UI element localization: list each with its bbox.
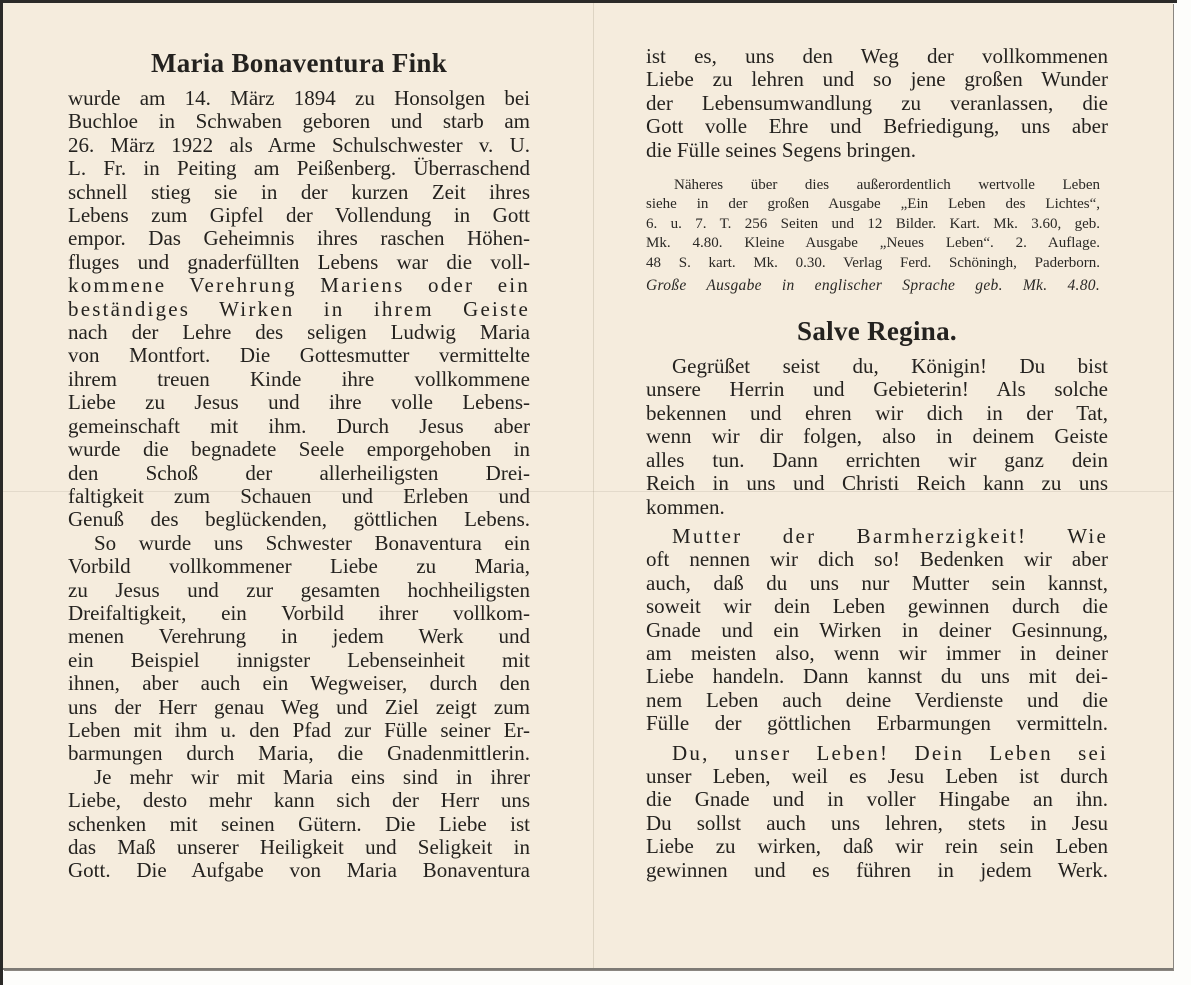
text-line: Gegrüßet seist du, Königin! Du bist (672, 355, 1108, 379)
text-line: bekennen und ehren wir dich in der Tat, (646, 401, 1108, 425)
note-line: Mk. 4.80. Kleine Ausgabe „Neues Leben“. 2. Auflage. (646, 235, 1100, 252)
text-line: Liebe zu wirken, daß wir rein sein Leben (646, 835, 1108, 859)
text-line: ein Beispiel innigster Lebenseinheit mit (68, 648, 530, 672)
biography-paragraph-1 (68, 87, 530, 532)
text-line: nach der Lehre des seligen Ludwig Maria (68, 321, 530, 345)
text-line: ihnen, aber auch ein Wegweiser, durch den (68, 672, 530, 696)
text-line: der Lebensumwandlung zu veranlassen, die (646, 91, 1108, 115)
text-line: von Montfort. Die Gottesmutter vermittelte (68, 344, 530, 368)
text-line: wurde am 14. März 1894 zu Honsolgen bei (68, 87, 530, 110)
text-line: unsere Herrin und Gebieterin! Als solche (646, 378, 1108, 402)
left-page (68, 3, 530, 883)
text-line: wurde die begnadete Seele emporgehoben in (68, 438, 530, 462)
text-line: kommene Verehrung Mariens oder ein (68, 274, 530, 298)
text-line: Lebens zum Gipfel der Vollendung in Gott (68, 204, 530, 228)
text-line: Mutter der Barmherzigkeit! Wie (672, 524, 1108, 548)
prayer-paragraph-1 (646, 355, 1108, 519)
prayer-paragraph-3 (646, 742, 1108, 882)
note-line: 6. u. 7. T. 256 Seiten und 12 Bilder. Kart. Mk. 3.60, geb. (646, 215, 1100, 232)
text-line: ist es, uns den Weg der vollkommenen (646, 45, 1108, 68)
english-edition-note: Große Ausgabe in englischer Sprache geb. Mk. 4.80. (646, 277, 1100, 295)
text-line: Genuß des beglückenden, göttlichen Lebens. (68, 508, 530, 532)
center-fold (593, 3, 594, 970)
text-line: alles tun. Dann errichten wir ganz dein (646, 448, 1108, 472)
text-line: Du, unser Leben! Dein Leben sei (672, 741, 1108, 765)
note-line: siehe in der großen Ausgabe „Ein Leben des Lichtes“, (646, 196, 1100, 213)
text-line: beständiges Wirken in ihrem Geiste (68, 297, 530, 321)
text-line: das Maß unserer Heiligkeit und Seligkeit in (68, 836, 530, 859)
text-line: kommen. (646, 495, 725, 519)
text-line: nem Leben auch deine Verdienste und die (646, 688, 1108, 712)
biography-paragraph-2 (68, 532, 530, 766)
text-line: Buchloe in Schwaben geboren und starb am (68, 110, 530, 134)
text-line: 26. März 1922 als Arme Schulschwester v. U. (68, 133, 530, 157)
text-line: schenken mit seinen Gütern. Die Liebe ist (68, 812, 530, 836)
text-line: Je mehr wir mit Maria eins sind in ihrer (94, 765, 530, 789)
text-line: gewinnen und es führen in jedem Werk. (646, 858, 1108, 882)
text-line: empor. Das Geheimnis ihres raschen Höhen- (68, 227, 530, 251)
text-line: Vorbild vollkommener Liebe zu Maria, (68, 555, 530, 579)
text-line: auch, daß du uns nur Mutter sein kannst, (646, 571, 1108, 595)
text-line: soweit wir dein Leben gewinnen durch die (646, 595, 1108, 619)
continuation-paragraph (646, 45, 1108, 162)
text-line: oft nennen wir dich so! Bedenken wir aber (646, 548, 1108, 572)
text-line: barmungen durch Maria, die Gnadenmittlerin. (68, 742, 530, 766)
prayer-paragraph-2 (646, 525, 1108, 736)
text-line: Du sollst auch uns lehren, stets in Jesu (646, 811, 1108, 835)
text-line: unser Leben, weil es Jesu Leben ist durch (646, 764, 1108, 788)
text-line: die Gnade und in voller Hingabe an ihn. (646, 788, 1108, 812)
text-line: Liebe zu lehren und so jene großen Wunder (646, 68, 1108, 92)
text-line: faltigkeit zum Schauen und Erleben und (68, 484, 530, 508)
text-line: gemeinschaft mit ihm. Durch Jesus aber (68, 414, 530, 438)
text-line: Liebe zu Jesus und ihre volle Lebens- (68, 391, 530, 415)
text-line: L. Fr. in Peiting am Peißenberg. Überraschend (68, 157, 530, 181)
text-line: Reich in uns und Christi Reich kann zu uns (646, 472, 1108, 496)
text-line: So wurde uns Schwester Bonaventura ein (94, 531, 530, 555)
text-line: die Fülle seines Segens bringen. (646, 138, 917, 162)
text-line: Liebe handeln. Dann kannst du uns mit dei- (646, 665, 1108, 689)
text-line: Gnade und ein Wirken in deiner Gesinnung, (646, 618, 1108, 642)
text-line: Leben mit ihm u. den Pfad zur Fülle seiner Er- (68, 718, 530, 742)
text-line: Liebe, desto mehr kann sich der Herr uns (68, 789, 530, 813)
text-line: schnell stieg sie in der kurzen Zeit ihres (68, 180, 530, 204)
right-page (646, 3, 1108, 882)
prayer-card (3, 3, 1173, 970)
text-line: am meisten also, wenn wir immer in deiner (646, 641, 1108, 665)
prayer-title: Salve Regina. (797, 316, 957, 347)
note-line: 48 S. kart. Mk. 0.30. Verlag Ferd. Schöningh, Paderborn. (646, 254, 1100, 271)
text-line: den Schoß der allerheiligsten Drei- (68, 461, 530, 485)
text-line: Gott volle Ehre und Befriedigung, uns aber (646, 115, 1108, 139)
text-line: wenn wir dir folgen, also in deinem Geiste (646, 425, 1108, 449)
text-line: zu Jesus und zur gesamten hochheiligsten (68, 578, 530, 602)
text-line: fluges und gnaderfüllten Lebens war die voll- (68, 250, 530, 274)
text-line: uns der Herr genau Weg und Ziel zeigt zum (68, 695, 530, 719)
text-line: ihrem treuen Kinde ihre vollkommene (68, 367, 530, 391)
text-line: menen Verehrung in jedem Werk und (68, 625, 530, 649)
publication-note (646, 176, 1108, 273)
note-line: Näheres über dies außerordentlich wertvolle Leben (674, 177, 1100, 194)
biography-title: Maria Bonaventura Fink (150, 48, 448, 78)
text-line: Gott. Die Aufgabe von Maria Bonaventura (68, 859, 530, 883)
text-line: Dreifaltigkeit, ein Vorbild ihrer vollkom- (68, 601, 530, 625)
text-line: Fülle der göttlichen Erbarmungen vermitteln. (646, 712, 1108, 736)
biography-paragraph-3 (68, 766, 530, 883)
